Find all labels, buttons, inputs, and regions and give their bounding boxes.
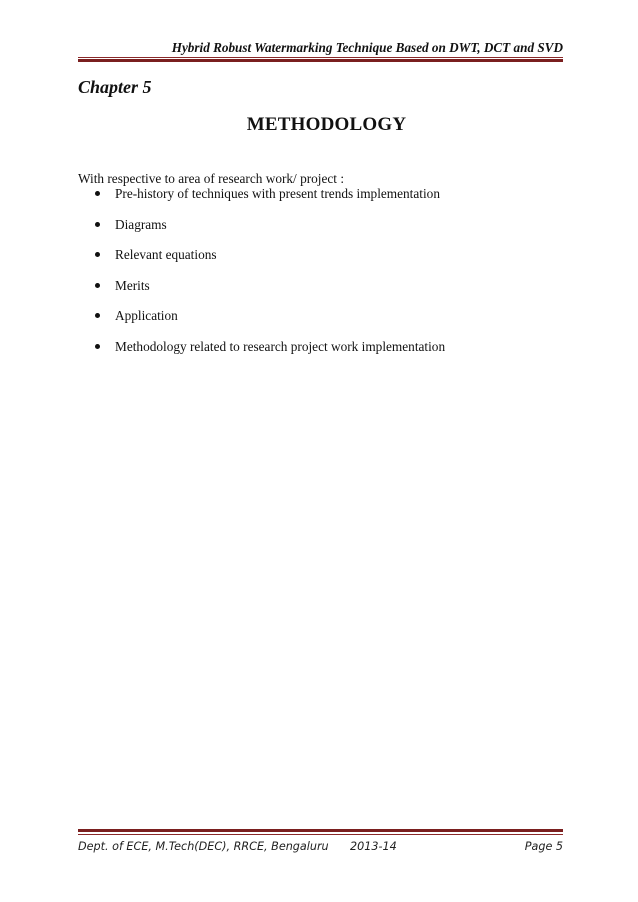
- footer-year: 2013-14: [350, 840, 397, 853]
- list-item-text: Methodology related to research project work implementation: [115, 338, 446, 354]
- list-item: [95, 308, 445, 339]
- bullet-icon: [95, 252, 100, 257]
- intro-text: With respective to area of research work/ project :: [78, 171, 345, 186]
- running-header-title: Hybrid Robust Watermarking Technique Based on DWT, DCT and SVD: [171, 40, 563, 55]
- list-item-text: Application: [115, 308, 178, 323]
- list-item: [95, 186, 445, 217]
- chapter-label: Chapter 5: [78, 77, 152, 97]
- footer-page-number: Page 5: [524, 840, 563, 853]
- footer-rule-thin: [78, 834, 563, 835]
- bullet-icon: [95, 283, 100, 288]
- list-item-text: Merits: [115, 277, 150, 293]
- bullet-icon: [95, 191, 100, 196]
- header-rule-thin: [78, 57, 563, 58]
- list-item: [95, 339, 445, 370]
- bullet-icon: [95, 222, 100, 227]
- list-item-text: Relevant equations: [115, 247, 217, 262]
- bullet-icon: [95, 344, 100, 349]
- list-item: [95, 247, 445, 278]
- bullet-icon: [95, 313, 100, 318]
- list-item-text: Pre-history of techniques with present trends implementation: [115, 186, 440, 201]
- footer-rule-thick: [78, 829, 563, 832]
- list-item: [95, 278, 445, 309]
- footer-department: Dept. of ECE, M.Tech(DEC), RRCE, Bengaluru: [78, 840, 329, 853]
- page-title: METHODOLOGY: [246, 114, 407, 135]
- bullet-list: [95, 186, 445, 369]
- list-item-text: Diagrams: [115, 216, 167, 232]
- header-rule-thick: [78, 59, 563, 62]
- list-item: [95, 217, 445, 248]
